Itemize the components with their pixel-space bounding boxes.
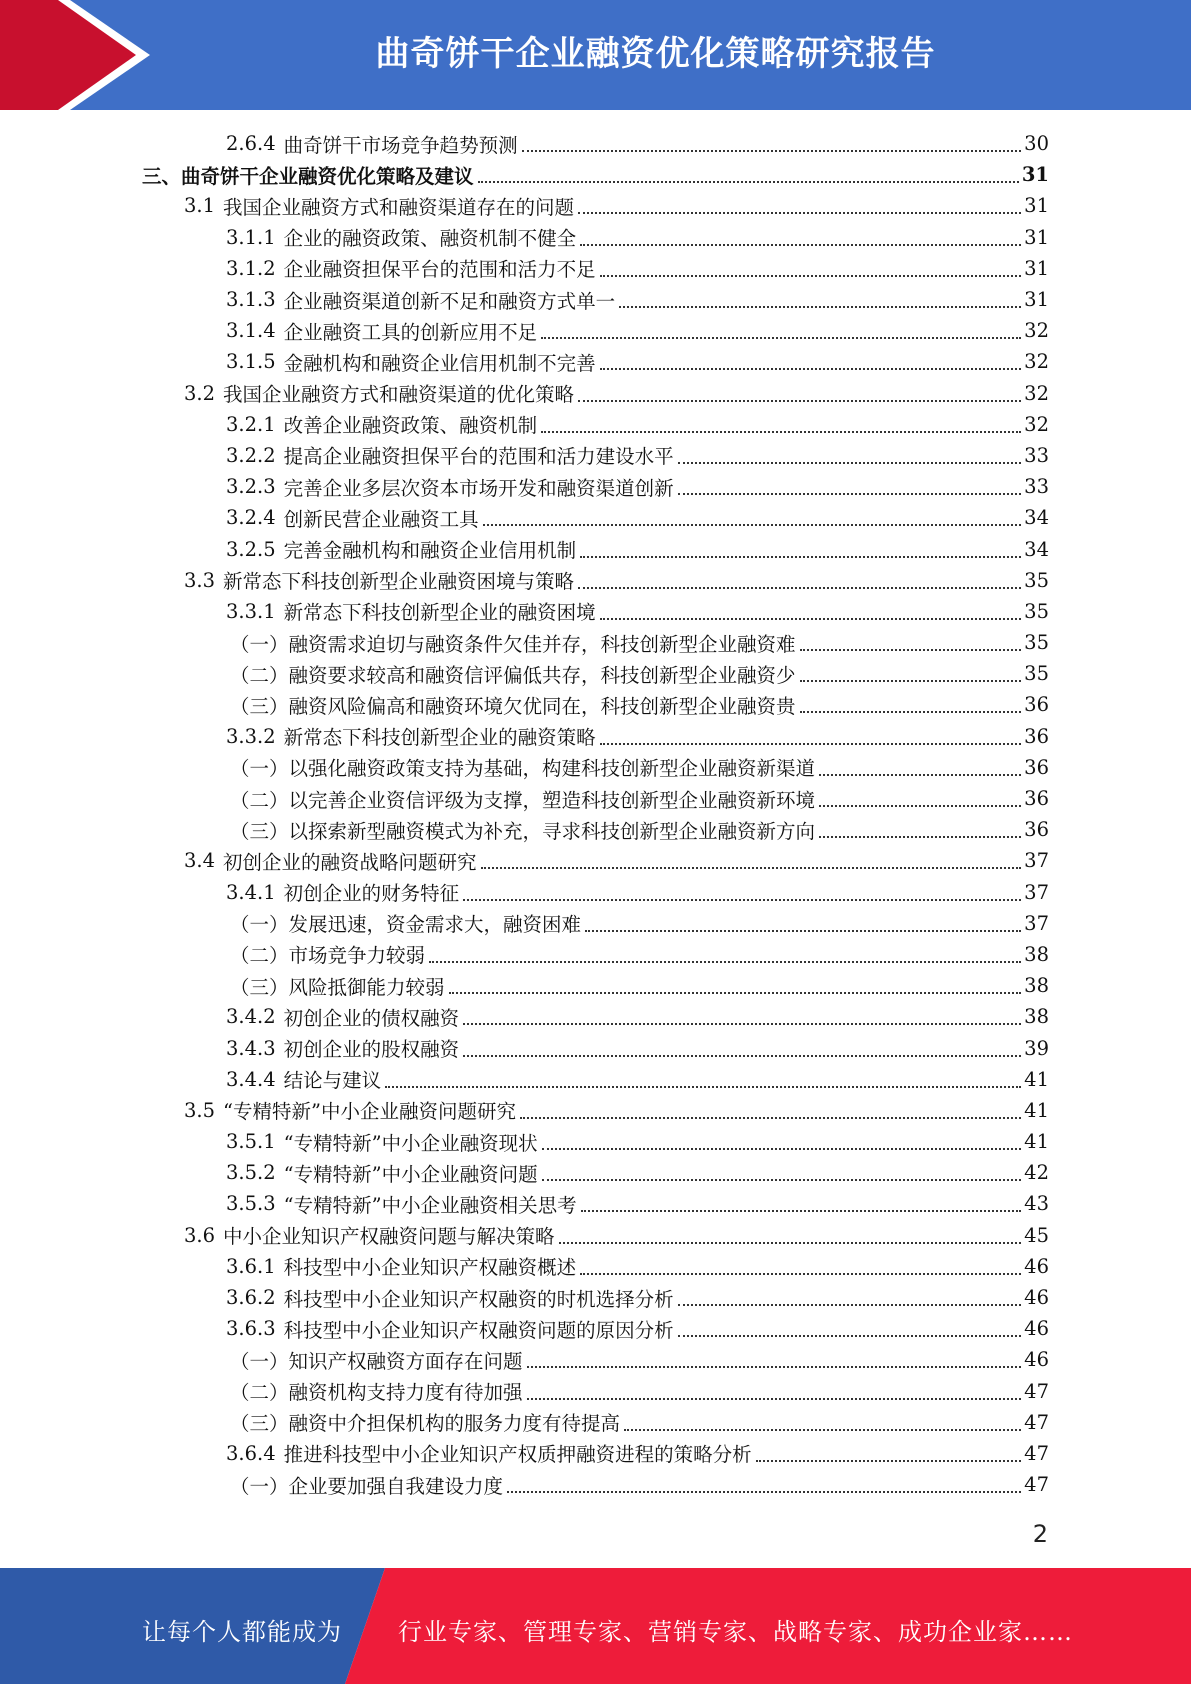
- toc-dot-leader: [600, 742, 1022, 745]
- toc-entry-page: 38: [1024, 1005, 1049, 1029]
- footer-slogan-right: 行业专家、管理专家、营销专家、战略专家、成功企业家……: [398, 1618, 1073, 1646]
- toc-entry-title: 企业融资渠道创新不足和融资方式单一: [283, 289, 616, 313]
- toc-entry-title: 中小企业知识产权融资问题与解决策略: [223, 1225, 555, 1249]
- page-footer: [0, 1568, 1191, 1684]
- toc-entry[interactable]: [142, 627, 1049, 658]
- toc-entry[interactable]: [142, 1032, 1049, 1063]
- toc-dot-leader: [678, 492, 1022, 495]
- toc-entry[interactable]: [142, 877, 1049, 908]
- toc-entry-title: 科技型中小企业知识产权融资概述: [283, 1256, 577, 1280]
- toc-entry-page: 39: [1024, 1036, 1049, 1060]
- toc-entry[interactable]: [142, 1282, 1049, 1313]
- toc-dot-leader: [585, 929, 1021, 932]
- toc-entry[interactable]: [142, 1126, 1049, 1157]
- toc-entry-page: 32: [1024, 381, 1049, 405]
- toc-entry-title: 融资机构支持力度有待加强: [288, 1381, 523, 1405]
- toc-dot-leader: [481, 866, 1022, 869]
- toc-entry-number: 3.6: [184, 1223, 216, 1247]
- toc-dot-leader: [678, 1303, 1022, 1306]
- toc-entry-page: 41: [1024, 1130, 1049, 1154]
- toc-entry-title: 市场竞争力较弱: [288, 944, 426, 968]
- toc-entry[interactable]: [142, 1188, 1049, 1219]
- page-number: 2: [1032, 1520, 1048, 1548]
- toc-entry[interactable]: [142, 939, 1049, 970]
- toc-dot-leader: [541, 430, 1021, 433]
- toc-entry[interactable]: [142, 533, 1049, 564]
- toc-entry-number: （一）: [230, 757, 289, 781]
- toc-entry-page: 47: [1024, 1410, 1049, 1434]
- toc-entry-title: 三、曲奇饼干企业融资优化策略及建议: [142, 164, 474, 188]
- toc-entry[interactable]: [142, 596, 1049, 627]
- toc-entry[interactable]: [142, 1438, 1049, 1469]
- toc-entry[interactable]: [142, 565, 1049, 596]
- toc-entry[interactable]: [142, 315, 1049, 346]
- toc-entry-title: 初创企业的财务特征: [283, 882, 460, 906]
- toc-dot-leader: [520, 1116, 1021, 1119]
- toc-entry-number: 3.2.1: [226, 412, 276, 436]
- toc-entry-page: 36: [1024, 724, 1049, 748]
- toc-entry-title: “专精特新”中小企业融资问题研究: [223, 1100, 516, 1124]
- toc-dot-leader: [463, 1022, 1021, 1025]
- header-title: 曲奇饼干企业融资优化策略研究报告: [375, 34, 936, 74]
- toc-entry-number: 3.1: [184, 194, 216, 218]
- toc-entry-number: 3.5.3: [226, 1192, 276, 1216]
- toc-dot-leader: [385, 1085, 1021, 1088]
- toc-dot-leader: [463, 898, 1021, 901]
- toc-dot-leader: [800, 710, 1022, 713]
- toc-entry-number: 3.5.2: [226, 1161, 276, 1185]
- toc-entry-page: 41: [1024, 1067, 1049, 1091]
- toc-entry[interactable]: [142, 783, 1049, 814]
- toc-entry-title: 完善企业多层次资本市场开发和融资渠道创新: [283, 476, 674, 500]
- toc-entry[interactable]: [142, 970, 1049, 1001]
- toc-entry[interactable]: [142, 1251, 1049, 1282]
- toc-entry[interactable]: [142, 128, 1049, 159]
- toc-entry[interactable]: [142, 284, 1049, 315]
- toc-entry[interactable]: [142, 1376, 1049, 1407]
- toc-entry-page: 36: [1024, 755, 1049, 779]
- toc-entry-page: 37: [1024, 880, 1049, 904]
- toc-entry-title: 以完善企业资信评级为支撑，塑造科技创新型企业融资新环境: [288, 788, 816, 812]
- toc-dot-leader: [819, 835, 1021, 838]
- toc-entry-title: 融资要求较高和融资信评偏低共存，科技创新型企业融资少: [288, 663, 796, 687]
- toc-entry[interactable]: [142, 502, 1049, 533]
- toc-dot-leader: [819, 773, 1021, 776]
- toc-entry[interactable]: [142, 1469, 1049, 1500]
- toc-entry[interactable]: [142, 1313, 1049, 1344]
- toc-dot-leader: [678, 1334, 1022, 1337]
- toc-entry-title: 结论与建议: [283, 1069, 382, 1093]
- toc-entry-title: 改善企业融资政策、融资机制: [283, 414, 538, 438]
- toc-entry-number: （二）: [230, 788, 289, 812]
- toc-entry-page: 34: [1024, 506, 1049, 530]
- toc-entry-title: “专精特新”中小企业融资现状: [283, 1131, 538, 1155]
- toc-entry-title: 科技型中小企业知识产权融资问题的原因分析: [283, 1318, 674, 1342]
- toc-entry-title: 融资中介担保机构的服务力度有待提高: [288, 1412, 621, 1436]
- toc-dot-leader: [580, 555, 1021, 558]
- page-header: [0, 0, 1191, 110]
- toc-entry-number: 3.1.3: [226, 288, 276, 312]
- toc-entry-page: 31: [1024, 288, 1049, 312]
- toc-entry-title: 科技型中小企业知识产权融资的时机选择分析: [283, 1287, 674, 1311]
- toc-entry[interactable]: [142, 440, 1049, 471]
- toc-dot-leader: [624, 1428, 1021, 1431]
- toc-entry-page: 35: [1024, 599, 1049, 623]
- toc-entry-page: 36: [1024, 693, 1049, 717]
- toc-dot-leader: [541, 336, 1021, 339]
- toc-entry-number: 3.2.4: [226, 506, 276, 530]
- toc-dot-leader: [600, 367, 1022, 370]
- toc-entry-page: 32: [1024, 412, 1049, 436]
- toc-entry-number: （一）: [230, 632, 289, 656]
- toc-entry-title: 提高企业融资担保平台的范围和活力建设水平: [283, 445, 674, 469]
- toc-dot-leader: [542, 1178, 1022, 1181]
- toc-entry-page: 38: [1024, 974, 1049, 998]
- toc-dot-leader: [429, 960, 1021, 963]
- toc-entry-number: 3.3.1: [226, 599, 276, 623]
- toc-entry-page: 37: [1024, 911, 1049, 935]
- toc-entry-page: 47: [1024, 1379, 1049, 1403]
- toc-entry-number: （三）: [230, 819, 289, 843]
- toc-entry-title: 金融机构和融资企业信用机制不完善: [283, 351, 596, 375]
- toc-entry-number: 3.2.5: [226, 537, 276, 561]
- toc-entry-number: （一）: [230, 1474, 289, 1498]
- toc-entry[interactable]: [142, 1095, 1049, 1126]
- toc-entry-title: 新常态下科技创新型企业的融资策略: [283, 726, 596, 750]
- toc-dot-leader: [578, 211, 1021, 214]
- toc-entry-number: 3.6.2: [226, 1286, 276, 1310]
- toc-entry-title: 企业融资担保平台的范围和活力不足: [283, 258, 596, 282]
- toc-dot-leader: [559, 1241, 1022, 1244]
- toc-dot-leader: [800, 648, 1022, 651]
- toc-entry[interactable]: [142, 721, 1049, 752]
- toc-entry-page: 31: [1024, 225, 1049, 249]
- toc-entry[interactable]: [142, 658, 1049, 689]
- toc-entry-number: 3.3: [184, 568, 216, 592]
- toc-entry[interactable]: [142, 346, 1049, 377]
- toc-entry-page: 35: [1024, 631, 1049, 655]
- toc-entry-number: （三）: [230, 1412, 289, 1436]
- toc-entry-title: 融资需求迫切与融资条件欠佳并存，科技创新型企业融资难: [288, 632, 796, 656]
- toc-entry-page: 46: [1024, 1254, 1049, 1278]
- toc-entry-page: 37: [1024, 849, 1049, 873]
- toc-entry-number: （一）: [230, 1349, 289, 1373]
- toc-dot-leader: [449, 991, 1022, 994]
- toc-entry-number: 3.3.2: [226, 724, 276, 748]
- toc-entry-number: 3.2: [184, 381, 216, 405]
- toc-entry[interactable]: [142, 1220, 1049, 1251]
- toc-entry[interactable]: [142, 190, 1049, 221]
- toc-dot-leader: [800, 679, 1022, 682]
- toc-entry[interactable]: [142, 1064, 1049, 1095]
- toc-entry-title: 以强化融资政策支持为基础，构建科技创新型企业融资新渠道: [288, 757, 816, 781]
- toc-entry[interactable]: [142, 1001, 1049, 1032]
- toc-entry-page: 35: [1024, 662, 1049, 686]
- toc-entry-number: （一）: [230, 913, 289, 937]
- toc-entry-page: 32: [1024, 319, 1049, 343]
- toc-entry-number: 3.2.2: [226, 443, 276, 467]
- toc-entry[interactable]: [142, 845, 1049, 876]
- toc-entry-title: 完善金融机构和融资企业信用机制: [283, 539, 577, 563]
- footer-slogan-left: 让每个人都能成为: [142, 1618, 342, 1646]
- toc-dot-leader: [463, 1054, 1021, 1057]
- toc-dot-leader: [600, 274, 1022, 277]
- toc-dot-leader: [507, 1490, 1021, 1493]
- toc-entry-number: （二）: [230, 663, 289, 687]
- toc-dot-leader: [527, 1397, 1022, 1400]
- toc-entry-page: 31: [1021, 163, 1049, 187]
- toc-entry-page: 32: [1024, 350, 1049, 374]
- toc-entry-page: 46: [1024, 1348, 1049, 1372]
- toc-entry-page: 42: [1024, 1161, 1049, 1185]
- toc-entry-page: 31: [1024, 256, 1049, 280]
- toc-entry[interactable]: [142, 253, 1049, 284]
- toc-entry-number: 3.4.4: [226, 1067, 276, 1091]
- toc-dot-leader: [819, 804, 1021, 807]
- toc-entry-title: 初创企业的股权融资: [283, 1038, 460, 1062]
- toc-entry-number: 3.5: [184, 1098, 216, 1122]
- toc-entry-title: 我国企业融资方式和融资渠道的优化策略: [223, 383, 575, 407]
- toc-entry-page: 47: [1024, 1473, 1049, 1497]
- toc-entry-number: 2.6.4: [226, 132, 276, 156]
- toc-dot-leader: [678, 461, 1022, 464]
- toc-entry-number: （二）: [230, 1381, 289, 1405]
- toc-entry-number: 3.4: [184, 849, 216, 873]
- toc-entry-page: 38: [1024, 942, 1049, 966]
- toc-entry-page: 30: [1024, 132, 1049, 156]
- toc-entry-number: 3.6.4: [226, 1441, 276, 1465]
- toc-entry-title: 知识产权融资方面存在问题: [288, 1349, 523, 1373]
- toc-entry[interactable]: [142, 1157, 1049, 1188]
- toc-entry-title: 新常态下科技创新型企业融资困境与策略: [223, 570, 575, 594]
- toc-entry-page: 36: [1024, 787, 1049, 811]
- toc-entry[interactable]: [142, 159, 1049, 190]
- toc-entry-page: 43: [1024, 1192, 1049, 1216]
- toc-entry-title: 推进科技型中小企业知识产权质押融资进程的策略分析: [283, 1443, 752, 1467]
- toc-entry-number: 3.2.3: [226, 475, 276, 499]
- toc-entry-page: 41: [1024, 1098, 1049, 1122]
- toc-entry-number: 3.1.1: [226, 225, 276, 249]
- toc-dot-leader: [580, 1272, 1021, 1275]
- toc-entry-number: 3.4.1: [226, 880, 276, 904]
- toc-entry-number: （三）: [230, 975, 289, 999]
- toc-entry[interactable]: [142, 1344, 1049, 1375]
- toc-dot-leader: [580, 243, 1021, 246]
- toc-entry-page: 34: [1024, 537, 1049, 561]
- toc-dot-leader: [578, 586, 1021, 589]
- toc-entry-number: 3.4.2: [226, 1005, 276, 1029]
- toc-entry-title: 融资风险偏高和融资环境欠优同在，科技创新型企业融资贵: [288, 694, 796, 718]
- toc-entry[interactable]: [142, 752, 1049, 783]
- toc-entry-number: 3.1.5: [226, 350, 276, 374]
- toc-entry-page: 45: [1024, 1223, 1049, 1247]
- toc-entry-page: 47: [1024, 1441, 1049, 1465]
- toc-entry-title: 企业要加强自我建设力度: [288, 1474, 504, 1498]
- toc-entry-number: （三）: [230, 694, 289, 718]
- toc-entry-page: 46: [1024, 1286, 1049, 1310]
- toc-entry[interactable]: [142, 1407, 1049, 1438]
- toc-entry[interactable]: [142, 409, 1049, 440]
- toc-dot-leader: [527, 1365, 1022, 1368]
- toc-entry-number: 3.1.4: [226, 319, 276, 343]
- toc-entry-page: 35: [1024, 568, 1049, 592]
- toc-entry-title: 初创企业的融资战略问题研究: [223, 850, 477, 874]
- toc-dot-leader: [600, 617, 1022, 620]
- toc-entry-title: 创新民营企业融资工具: [283, 507, 479, 531]
- toc-entry-title: “专精特新”中小企业融资相关思考: [283, 1193, 577, 1217]
- toc-entry-number: 3.6.1: [226, 1254, 276, 1278]
- table-of-contents: [142, 128, 1049, 1500]
- toc-entry[interactable]: [142, 471, 1049, 502]
- toc-entry[interactable]: [142, 908, 1049, 939]
- toc-entry-page: 36: [1024, 818, 1049, 842]
- toc-dot-leader: [756, 1459, 1022, 1462]
- toc-entry-title: 新常态下科技创新型企业的融资困境: [283, 601, 596, 625]
- toc-entry[interactable]: [142, 814, 1049, 845]
- toc-dot-leader: [578, 399, 1021, 402]
- toc-entry-title: 初创企业的债权融资: [283, 1006, 460, 1030]
- toc-dot-leader: [542, 1147, 1022, 1150]
- toc-entry-number: 3.5.1: [226, 1130, 276, 1154]
- toc-dot-leader: [619, 305, 1021, 308]
- toc-entry-title: 曲奇饼干市场竞争趋势预测: [283, 133, 518, 157]
- toc-entry-page: 33: [1024, 443, 1049, 467]
- toc-entry-number: 3.1.2: [226, 256, 276, 280]
- toc-entry-title: 风险抵御能力较弱: [288, 975, 445, 999]
- toc-entry-title: 企业的融资政策、融资机制不健全: [283, 227, 577, 251]
- toc-entry-title: 以探索新型融资模式为补充，寻求科技创新型企业融资新方向: [288, 819, 816, 843]
- toc-entry-page: 46: [1024, 1317, 1049, 1341]
- toc-entry-number: 3.4.3: [226, 1036, 276, 1060]
- toc-entry-title: 我国企业融资方式和融资渠道存在的问题: [223, 195, 575, 219]
- toc-dot-leader: [483, 523, 1022, 526]
- toc-dot-leader: [581, 1209, 1022, 1212]
- toc-entry-page: 33: [1024, 475, 1049, 499]
- toc-entry[interactable]: [142, 378, 1049, 409]
- toc-entry-page: 31: [1024, 194, 1049, 218]
- toc-entry[interactable]: [142, 222, 1049, 253]
- toc-entry-title: 发展迅速，资金需求大，融资困难: [288, 913, 582, 937]
- toc-entry-title: “专精特新”中小企业融资问题: [283, 1162, 538, 1186]
- toc-entry-number: 3.6.3: [226, 1317, 276, 1341]
- toc-dot-leader: [478, 180, 1019, 183]
- toc-entry[interactable]: [142, 689, 1049, 720]
- toc-entry-title: 企业融资工具的创新应用不足: [283, 320, 538, 344]
- toc-dot-leader: [522, 149, 1022, 152]
- toc-entry-number: （二）: [230, 944, 289, 968]
